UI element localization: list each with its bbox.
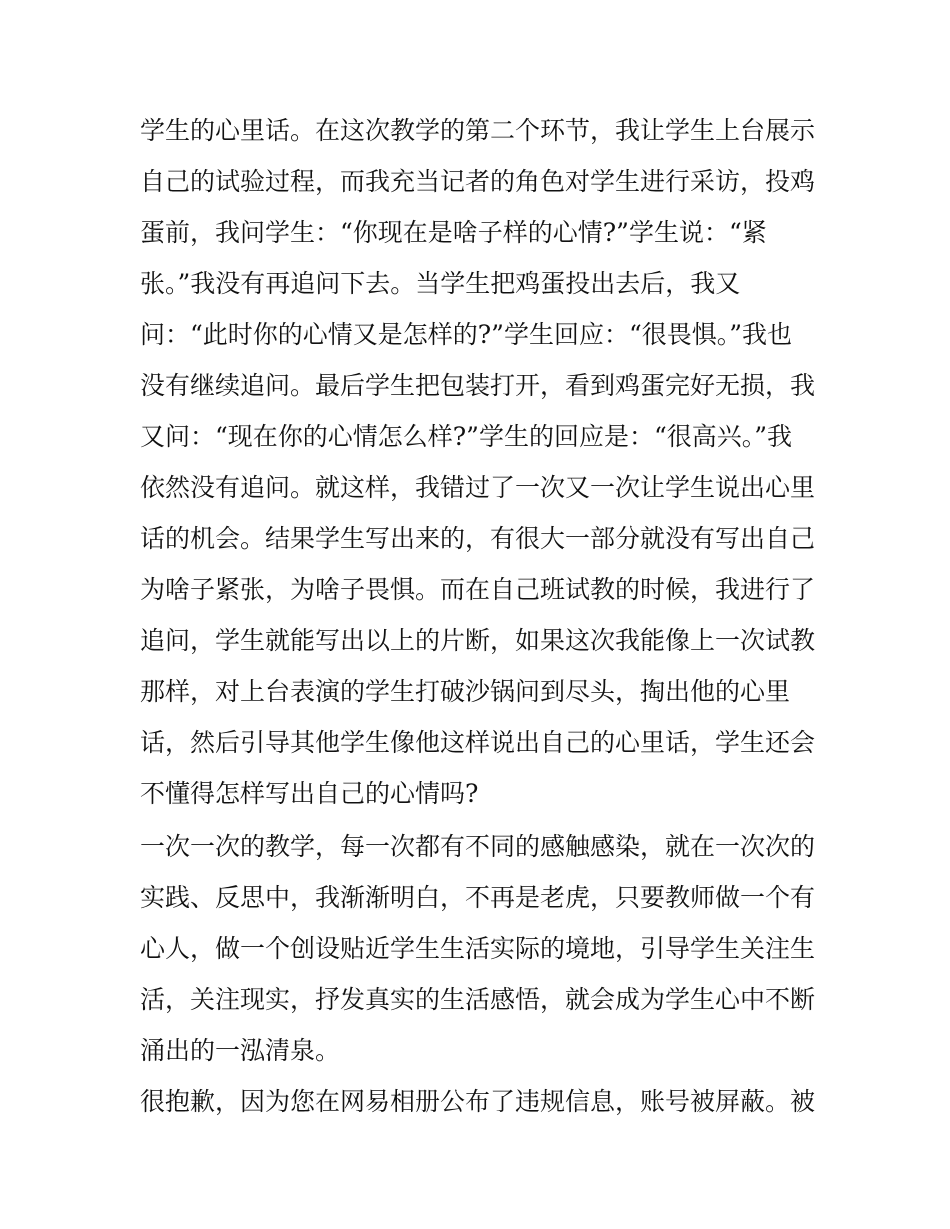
- text-line: 不懂得怎样写出自己的心情吗?: [140, 779, 479, 808]
- paragraph-2: [140, 821, 820, 1076]
- text-line: 追问，学生就能写出以上的片断，如果这次我能像上一次试教: [140, 626, 816, 655]
- text-line: 学生的心里话。在这次教学的第二个环节，我让学生上台展示: [140, 116, 816, 145]
- text-line: 心人，做一个创设贴近学生生活实际的境地，引导学生关注生: [140, 934, 816, 963]
- text-line: 蛋前，我问学生：“你现在是啥子样的心情?”学生说：“紧: [140, 218, 767, 247]
- paragraph-3: [140, 1076, 820, 1127]
- text-line: 活，关注现实，抒发真实的生活感悟，就会成为学生心中不断: [140, 985, 816, 1014]
- text-line: 问：“此时你的心情又是怎样的?”学生回应：“很畏惧。”我也: [140, 320, 793, 349]
- text-line: 涌出的一泓清泉。: [140, 1036, 341, 1065]
- text-line: 话，然后引导其他学生像他这样说出自己的心里话，学生还会: [140, 728, 816, 757]
- text-line: 自己的试验过程，而我充当记者的角色对学生进行采访，投鸡: [140, 167, 816, 196]
- text-line: 话的机会。结果学生写出来的，有很大一部分就没有写出自己: [140, 524, 816, 553]
- text-line: 一次一次的教学，每一次都有不同的感触感染，就在一次次的: [140, 832, 816, 861]
- text-line: 实践、反思中，我渐渐明白，不再是老虎，只要教师做一个有: [140, 883, 816, 912]
- text-line: 没有继续追问。最后学生把包装打开，看到鸡蛋完好无损，我: [140, 371, 816, 400]
- text-line: 那样，对上台表演的学生打破沙锅问到尽头，掏出他的心里: [140, 677, 791, 706]
- text-line: 很抱歉，因为您在网易相册公布了违规信息，账号被屏蔽。被: [140, 1087, 816, 1116]
- text-line: 为啥子紧张，为啥子畏惧。而在自己班试教的时候，我进行了: [140, 575, 816, 604]
- text-line: 依然没有追问。就这样，我错过了一次又一次让学生说出心里: [140, 473, 816, 502]
- paragraph-1: [140, 105, 820, 819]
- text-line: 又问：“现在你的心情怎么样?”学生的回应是：“很高兴。”我: [140, 422, 793, 451]
- text-line: 张。”我没有再追问下去。当学生把鸡蛋投出去后，我又: [140, 269, 741, 298]
